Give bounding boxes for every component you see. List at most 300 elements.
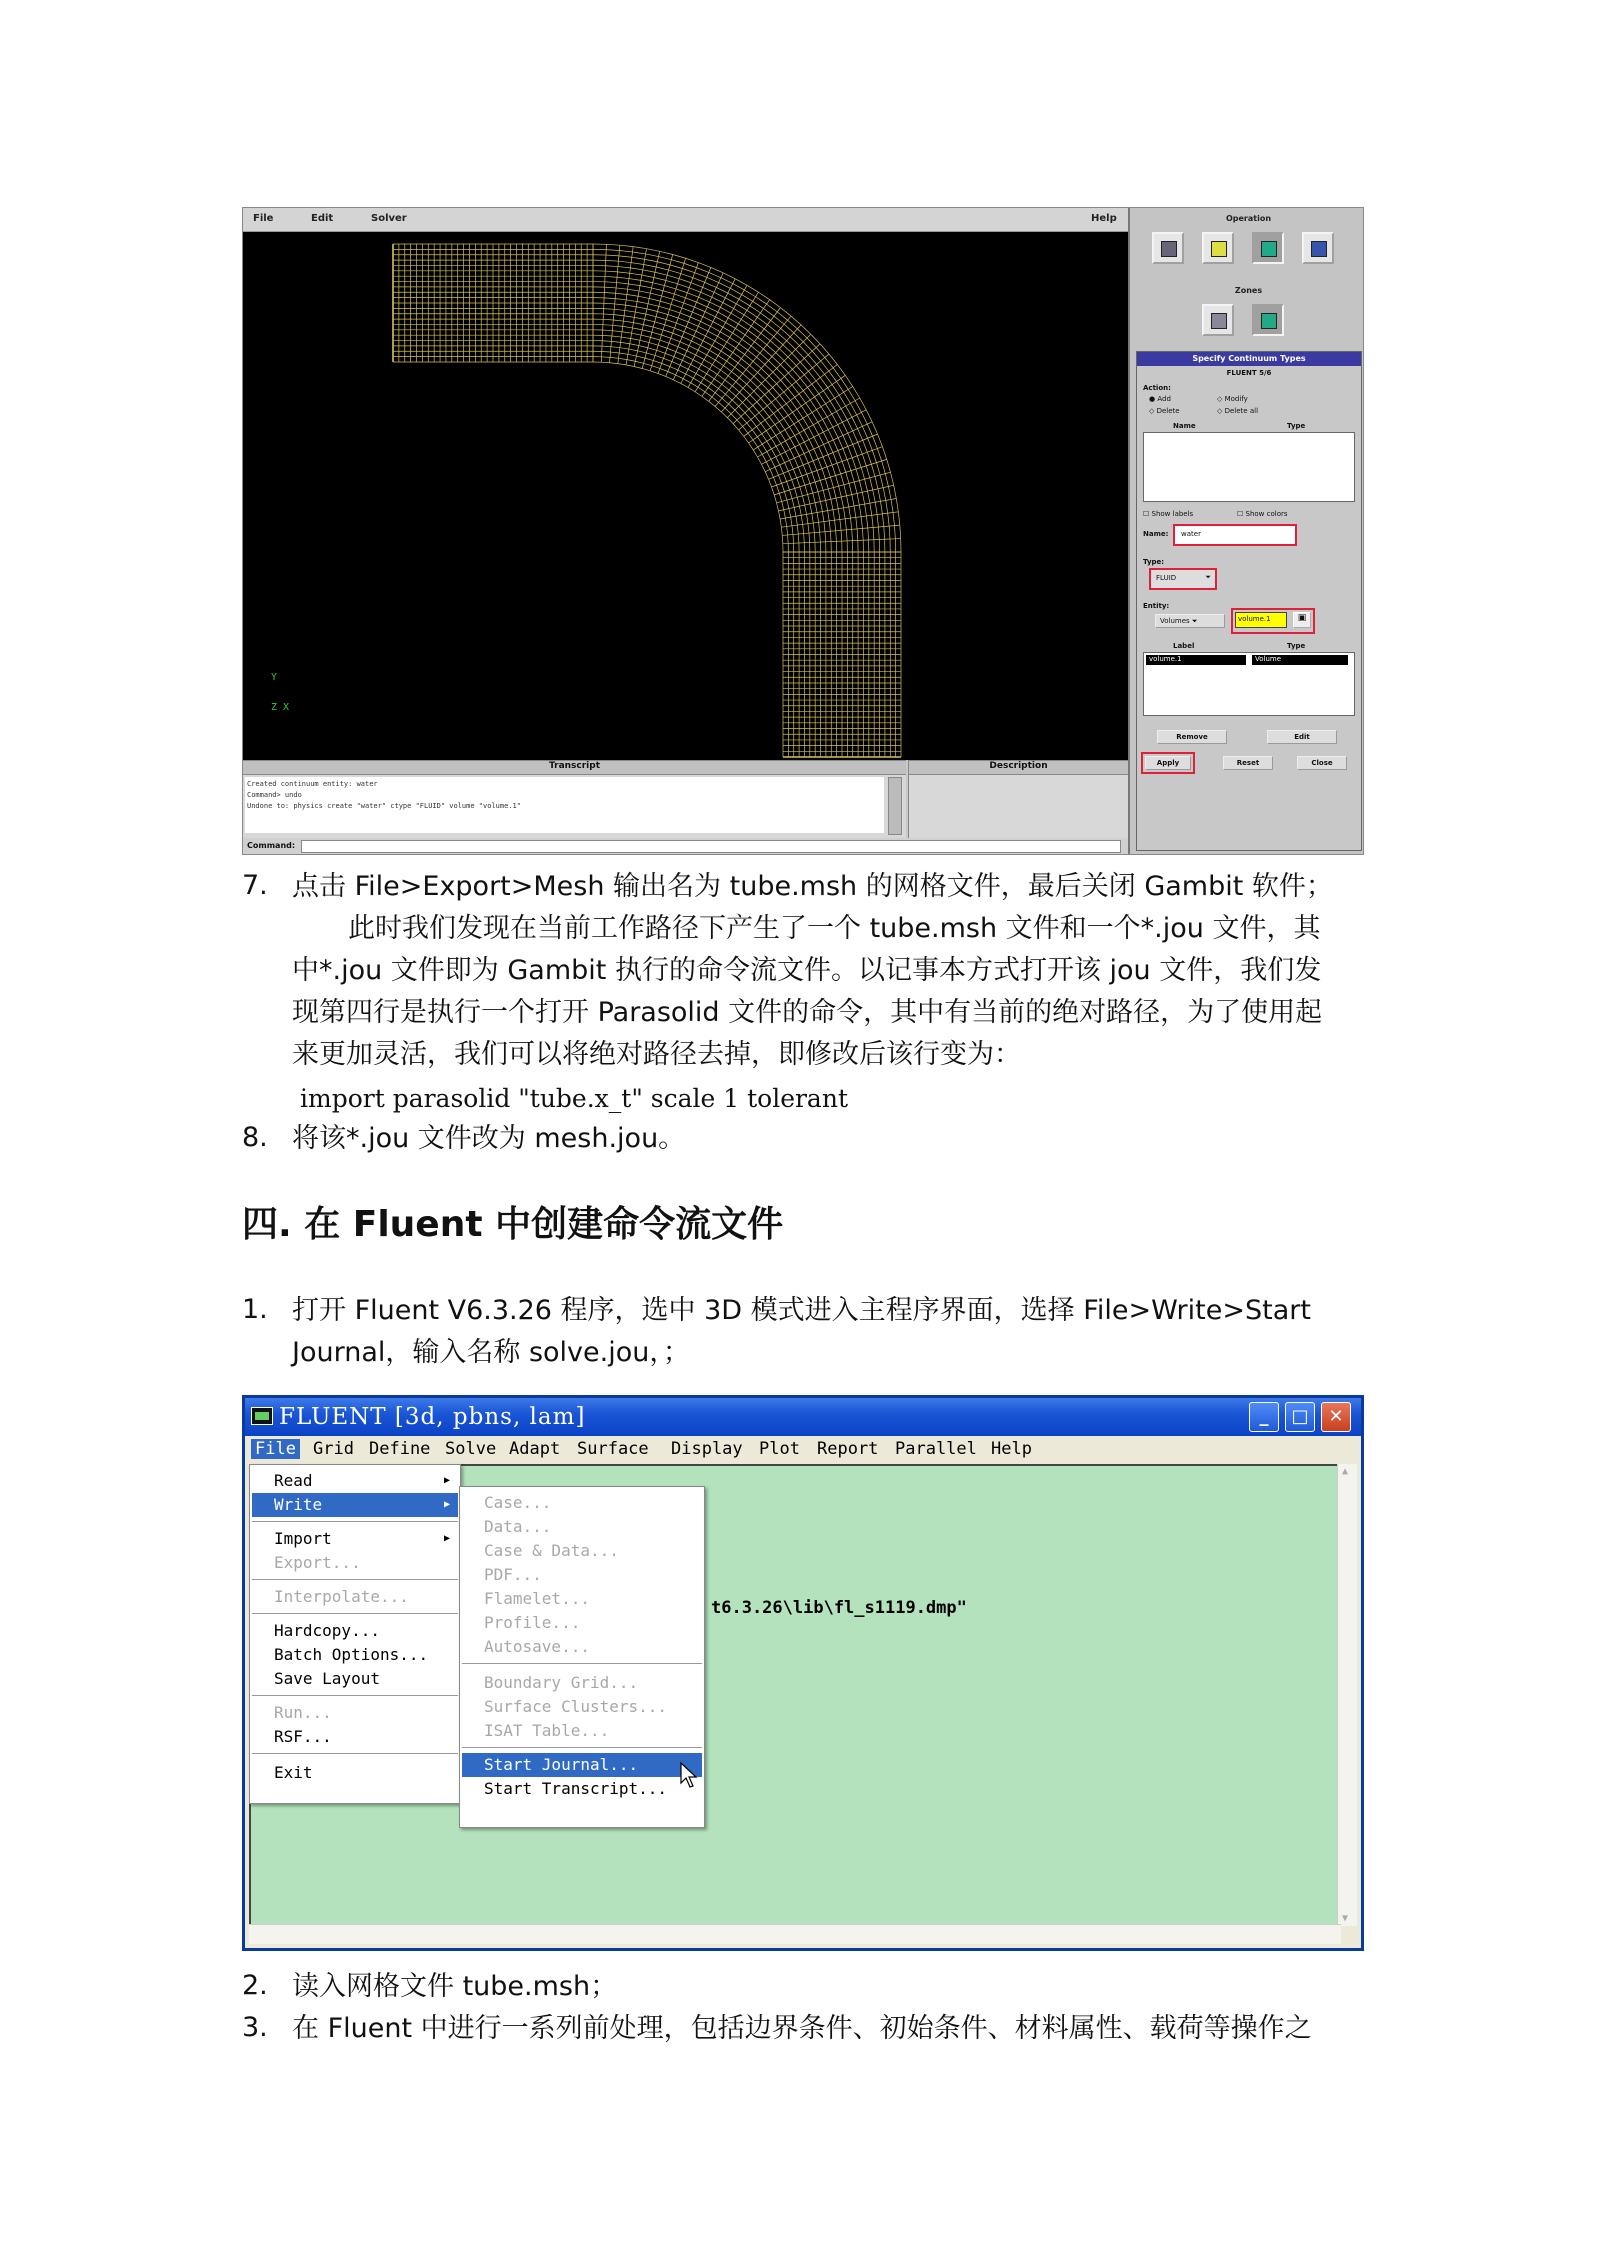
mesh-line bbox=[776, 436, 781, 444]
mesh-line bbox=[678, 370, 686, 374]
mesh-line bbox=[790, 438, 795, 447]
mesh-line bbox=[787, 526, 788, 534]
mesh-line bbox=[791, 517, 792, 526]
mesh-line bbox=[626, 300, 637, 302]
mesh-line bbox=[678, 284, 690, 288]
fluent-menubar bbox=[245, 1436, 1361, 1462]
menu-plot[interactable]: Plot bbox=[759, 1439, 800, 1459]
mesh-line bbox=[601, 362, 609, 363]
mesh-line bbox=[651, 337, 660, 340]
mesh-line bbox=[666, 320, 676, 323]
mesh-line bbox=[723, 327, 733, 333]
continuum-types-button[interactable] bbox=[1252, 304, 1284, 336]
menu-solve[interactable]: Solve bbox=[445, 1439, 497, 1459]
mesh-line bbox=[785, 441, 790, 449]
mesh-line bbox=[660, 301, 671, 304]
mesh-line bbox=[848, 389, 855, 400]
mesh-line bbox=[662, 363, 670, 366]
mesh-line bbox=[652, 332, 662, 335]
mesh-line bbox=[894, 526, 895, 539]
mesh-line bbox=[851, 471, 854, 482]
mesh-line bbox=[735, 279, 747, 285]
mesh-line bbox=[866, 466, 869, 478]
mesh-line bbox=[882, 461, 886, 474]
mesh-line bbox=[878, 527, 879, 539]
mesh-line bbox=[611, 347, 620, 348]
mesh-line bbox=[868, 528, 869, 540]
form-title: Specify Continuum Types bbox=[1137, 352, 1361, 366]
transcript-line: Command> undo bbox=[247, 791, 302, 799]
mesh-line bbox=[667, 275, 679, 278]
command-input[interactable] bbox=[301, 840, 1121, 853]
mesh-line bbox=[729, 404, 735, 410]
menu-grid[interactable]: Grid bbox=[313, 1439, 354, 1459]
mesh-line bbox=[745, 413, 751, 420]
menu-display[interactable]: Display bbox=[671, 1439, 743, 1459]
gambit-menu-help[interactable]: Help bbox=[1091, 213, 1117, 224]
mesh-line bbox=[838, 438, 843, 449]
gambit-menu-solver[interactable]: Solver bbox=[371, 213, 407, 224]
mesh-line bbox=[837, 381, 844, 392]
mesh-line bbox=[742, 295, 753, 302]
mesh-line bbox=[828, 388, 835, 398]
mesh-line bbox=[784, 361, 792, 370]
mesh-line bbox=[858, 442, 863, 454]
mesh-line bbox=[680, 365, 688, 369]
mesh-line bbox=[715, 341, 724, 347]
mesh-line bbox=[736, 382, 743, 388]
entity-row-label[interactable]: volume.1 bbox=[1146, 655, 1246, 665]
mesh-line bbox=[613, 325, 623, 326]
mesh-line bbox=[790, 460, 794, 469]
mesh-line bbox=[837, 463, 841, 474]
tools-button[interactable] bbox=[1302, 232, 1334, 264]
mesh-line bbox=[620, 348, 629, 349]
mesh-line bbox=[682, 308, 693, 312]
mesh-line bbox=[650, 371, 658, 374]
mesh-line bbox=[603, 330, 613, 331]
mesh-line bbox=[648, 348, 657, 351]
mesh-line bbox=[641, 280, 653, 282]
gambit-menu-file[interactable]: File bbox=[253, 213, 274, 224]
mesh-line bbox=[761, 333, 770, 341]
mesh-line bbox=[616, 293, 627, 294]
action-delete-all[interactable]: ◇ Delete all bbox=[1217, 407, 1259, 415]
mesh-line bbox=[619, 353, 628, 354]
mesh-line bbox=[873, 490, 875, 502]
apply-button[interactable]: Apply bbox=[1145, 756, 1191, 770]
mesh-line bbox=[688, 369, 696, 373]
mesh-line bbox=[682, 337, 691, 341]
command-label: Command: bbox=[247, 841, 296, 850]
mesh-line bbox=[744, 290, 755, 297]
menu-item-export: Export... bbox=[274, 1553, 361, 1572]
mesh-line bbox=[800, 487, 803, 496]
name-field[interactable] bbox=[1173, 524, 1297, 546]
type-value: FLUID bbox=[1156, 574, 1177, 582]
mesh-line bbox=[832, 414, 838, 425]
mesh-line bbox=[682, 268, 694, 272]
mesh-line bbox=[693, 278, 705, 283]
menu-item-start-transcript[interactable]: Start Transcript... bbox=[484, 1779, 668, 1798]
mesh-line bbox=[799, 346, 808, 355]
mesh-line bbox=[732, 371, 740, 377]
mesh-line bbox=[669, 343, 678, 347]
show-colors-checkbox[interactable]: ☐ Show colors bbox=[1237, 510, 1288, 518]
mesh-line bbox=[753, 301, 764, 308]
mesh-line bbox=[771, 428, 776, 436]
mesh-line bbox=[767, 441, 772, 449]
menu-item-case-data: Case & Data... bbox=[484, 1541, 619, 1560]
mesh-line bbox=[733, 352, 742, 358]
col-type2-header: Type bbox=[1287, 642, 1306, 650]
mesh-line bbox=[783, 345, 792, 353]
mesh-line bbox=[891, 499, 893, 512]
mesh-line bbox=[787, 482, 790, 491]
mesh-line bbox=[678, 347, 687, 351]
mesh-line bbox=[695, 273, 707, 278]
mesh-line bbox=[830, 401, 836, 411]
mesh-line bbox=[794, 507, 796, 516]
mesh-line bbox=[658, 345, 667, 348]
zones-table[interactable] bbox=[1143, 432, 1355, 502]
gambit-menu-edit[interactable]: Edit bbox=[311, 213, 334, 224]
mesh-icon bbox=[1211, 241, 1227, 257]
entity-table[interactable] bbox=[1143, 652, 1355, 716]
mesh-line bbox=[767, 406, 773, 414]
reset-button[interactable]: Reset bbox=[1223, 756, 1273, 770]
mesh-line bbox=[661, 335, 670, 338]
mesh-line bbox=[718, 336, 727, 342]
mesh-line bbox=[604, 298, 615, 299]
mesh-line bbox=[814, 533, 815, 543]
mesh-line bbox=[612, 331, 622, 332]
mesh-line bbox=[665, 353, 674, 356]
entity-dropdown[interactable]: Volumes ⏷ bbox=[1155, 614, 1225, 628]
entity-row-type[interactable]: Volume bbox=[1252, 655, 1348, 665]
zones-button[interactable] bbox=[1252, 232, 1284, 264]
menu-item-start-journal[interactable]: Start Journal... bbox=[462, 1753, 702, 1777]
action-delete[interactable]: ◇ Delete bbox=[1149, 407, 1180, 415]
mesh-line bbox=[788, 388, 795, 397]
mesh-line bbox=[611, 341, 620, 342]
mesh-line bbox=[765, 422, 872, 472]
mesh-line bbox=[657, 350, 666, 353]
mesh-line bbox=[784, 418, 790, 426]
mesh-line bbox=[731, 313, 741, 319]
mesh-line bbox=[809, 451, 813, 461]
mesh-line bbox=[877, 515, 878, 527]
mesh-line bbox=[837, 365, 845, 376]
mesh-line bbox=[859, 481, 862, 493]
mesh-line bbox=[764, 329, 774, 337]
continuum-icon bbox=[1261, 313, 1277, 329]
mesh-line bbox=[829, 521, 830, 531]
mesh-line bbox=[761, 398, 768, 405]
mesh-line bbox=[777, 503, 779, 511]
mesh-line bbox=[666, 280, 678, 283]
mesh-line bbox=[812, 384, 819, 394]
mesh-line bbox=[804, 358, 812, 367]
mesh-line bbox=[709, 350, 718, 355]
mesh-line bbox=[880, 475, 883, 488]
mesh-line bbox=[729, 390, 736, 396]
remove-button[interactable]: Remove bbox=[1157, 730, 1227, 744]
mesh-line bbox=[630, 273, 642, 275]
mesh-line bbox=[718, 312, 728, 318]
menu-item-case: Case... bbox=[484, 1493, 552, 1512]
mesh-line bbox=[774, 413, 780, 421]
mesh-line bbox=[848, 433, 853, 444]
mesh-line bbox=[771, 438, 776, 446]
mesh-line bbox=[839, 486, 842, 497]
mesh-line bbox=[773, 477, 776, 485]
action-add-label: Add bbox=[1157, 395, 1171, 403]
mesh-line bbox=[640, 340, 649, 342]
type-dropdown[interactable] bbox=[1149, 568, 1217, 590]
mesh-line bbox=[841, 530, 842, 541]
mesh-line bbox=[637, 302, 648, 304]
zones-icon bbox=[1261, 241, 1277, 257]
solver-label: FLUENT 5/6 bbox=[1226, 369, 1272, 377]
mesh-line bbox=[758, 447, 762, 454]
mesh-line bbox=[857, 529, 858, 541]
mesh-line bbox=[715, 406, 721, 411]
mesh-line bbox=[809, 440, 814, 450]
mesh-line bbox=[765, 420, 771, 428]
mesh-line bbox=[635, 361, 643, 363]
mesh-line bbox=[751, 420, 757, 427]
mesh-line bbox=[801, 406, 807, 415]
mesh-line bbox=[815, 397, 822, 407]
mesh-line bbox=[606, 255, 619, 256]
mesh-line bbox=[721, 351, 730, 357]
mesh-line bbox=[817, 410, 823, 420]
mesh-line bbox=[829, 354, 837, 364]
mesh-line bbox=[774, 495, 776, 503]
mesh-line bbox=[673, 333, 682, 337]
mesh-line bbox=[838, 425, 843, 436]
menu-file[interactable]: File bbox=[251, 1439, 300, 1459]
mesh-line bbox=[794, 458, 798, 467]
mesh-line bbox=[894, 485, 897, 498]
mesh-line bbox=[877, 463, 881, 475]
mesh-line bbox=[721, 412, 727, 418]
mesh-button[interactable] bbox=[1202, 232, 1234, 264]
transcript-scrollbar[interactable] bbox=[888, 777, 902, 835]
menu-help[interactable]: Help bbox=[991, 1439, 1032, 1459]
mesh-line bbox=[653, 361, 661, 364]
mesh-line bbox=[615, 299, 626, 300]
mesh-line bbox=[820, 378, 827, 388]
menu-item-save-layout[interactable]: Save Layout bbox=[274, 1669, 380, 1688]
mesh-line bbox=[842, 422, 847, 433]
mesh-line bbox=[823, 419, 829, 429]
mesh-line bbox=[753, 387, 853, 450]
mesh-line bbox=[834, 488, 837, 499]
mesh-line bbox=[862, 528, 863, 540]
show-labels-checkbox[interactable]: ☐ Show labels bbox=[1143, 510, 1194, 518]
mesh-line bbox=[638, 296, 649, 298]
mesh-line bbox=[833, 440, 838, 451]
mesh-line bbox=[850, 403, 856, 414]
mesh-line bbox=[857, 415, 863, 427]
mesh-line bbox=[847, 496, 849, 507]
mesh-line bbox=[792, 499, 794, 508]
mesh-line bbox=[758, 457, 762, 464]
mesh-line bbox=[825, 357, 833, 367]
mesh-line bbox=[640, 286, 652, 288]
mesh-line bbox=[628, 354, 637, 356]
mesh-line bbox=[739, 344, 748, 351]
mesh-line bbox=[686, 327, 696, 331]
mesh-line bbox=[833, 368, 841, 379]
menu-item-hardcopy[interactable]: Hardcopy... bbox=[274, 1621, 380, 1640]
action-add[interactable]: ● Add bbox=[1149, 395, 1171, 403]
menu-adapt[interactable]: Adapt bbox=[509, 1439, 561, 1459]
mesh-line bbox=[652, 366, 660, 369]
mesh-line bbox=[645, 319, 655, 321]
edit-button[interactable]: Edit bbox=[1267, 730, 1337, 744]
menu-item-rsf[interactable]: RSF... bbox=[274, 1727, 332, 1746]
mesh-line bbox=[769, 479, 772, 487]
mesh-line bbox=[743, 426, 748, 433]
mesh-line bbox=[610, 352, 619, 353]
entity-pick-button[interactable]: ▣ bbox=[1293, 612, 1311, 628]
mesh-line bbox=[745, 354, 753, 361]
mesh-line bbox=[831, 499, 833, 509]
menu-surface[interactable]: Surface bbox=[577, 1439, 649, 1459]
geometry-button[interactable] bbox=[1152, 232, 1184, 264]
operation-panel bbox=[1128, 208, 1364, 855]
mesh-line bbox=[837, 411, 843, 422]
graphics-viewport[interactable] bbox=[243, 232, 1128, 760]
mesh-line bbox=[827, 417, 833, 427]
mesh-line bbox=[811, 334, 820, 344]
menu-item-write[interactable] bbox=[252, 1493, 458, 1517]
transcript-text bbox=[245, 777, 884, 833]
col-label-header: Label bbox=[1173, 642, 1195, 650]
mesh-line bbox=[757, 357, 765, 364]
mesh-line bbox=[763, 409, 769, 417]
mesh-line bbox=[777, 384, 784, 392]
mesh-line bbox=[635, 312, 645, 314]
entity-pick-field[interactable] bbox=[1235, 612, 1287, 628]
mesh-line bbox=[769, 391, 776, 399]
mesh-line bbox=[777, 368, 785, 376]
mesh-line bbox=[788, 357, 796, 366]
mesh-line bbox=[843, 449, 847, 460]
mesh-line bbox=[776, 446, 780, 454]
mesh-line bbox=[696, 302, 707, 307]
mesh-line bbox=[781, 527, 782, 535]
minimize-button[interactable]: _ bbox=[1249, 1402, 1279, 1432]
mesh-line bbox=[633, 247, 646, 249]
mesh-line bbox=[664, 286, 676, 289]
menu-define[interactable]: Define bbox=[369, 1439, 431, 1459]
mesh-line bbox=[725, 408, 731, 414]
mesh-line bbox=[788, 535, 789, 544]
mesh-line bbox=[759, 413, 765, 420]
boundary-types-button[interactable] bbox=[1202, 304, 1234, 336]
section-heading: 四. 在 Fluent 中创建命令流文件 bbox=[242, 1204, 784, 1245]
mesh-line bbox=[670, 265, 682, 269]
mesh-line bbox=[719, 402, 725, 408]
mesh-line bbox=[684, 263, 697, 267]
mesh-line bbox=[646, 353, 655, 356]
mesh-line bbox=[634, 367, 642, 369]
mesh-line bbox=[626, 305, 637, 307]
console-vertical-scrollbar[interactable] bbox=[1337, 1464, 1357, 1926]
item-number: 2. bbox=[242, 1970, 268, 2001]
mesh-line bbox=[693, 378, 700, 383]
mesh-line bbox=[693, 360, 701, 365]
mesh-line bbox=[678, 318, 688, 322]
mesh-line bbox=[670, 367, 678, 371]
menu-item-exit[interactable]: Exit bbox=[274, 1763, 313, 1782]
mesh-line bbox=[623, 326, 633, 328]
mesh-line bbox=[802, 496, 804, 505]
menu-separator bbox=[252, 1695, 458, 1697]
mesh-line bbox=[835, 398, 841, 409]
mesh-line bbox=[804, 534, 805, 543]
mesh-line bbox=[896, 499, 898, 512]
item7-line2: 此时我们发现在当前工作路径下产生了一个 tube.msh 文件和一个*.jou 文件，其 bbox=[348, 913, 1321, 944]
mesh-line bbox=[844, 485, 847, 496]
mesh-line bbox=[711, 383, 718, 388]
console-horizontal-scrollbar[interactable] bbox=[249, 1924, 1341, 1944]
mesh-line bbox=[817, 471, 820, 481]
close-button[interactable]: Close bbox=[1297, 756, 1347, 770]
mesh-line bbox=[792, 480, 795, 489]
mesh-line bbox=[804, 454, 808, 463]
mesh-line bbox=[779, 421, 785, 429]
mesh-line bbox=[674, 294, 685, 298]
mesh-line bbox=[822, 469, 825, 479]
mesh-line bbox=[701, 345, 710, 350]
mesh-line bbox=[841, 474, 844, 485]
maximize-button[interactable]: □ bbox=[1285, 1402, 1315, 1432]
menu-item-batch-options[interactable]: Batch Options... bbox=[274, 1645, 429, 1664]
mesh-line bbox=[870, 478, 873, 490]
mesh-line bbox=[818, 492, 820, 502]
mesh-line bbox=[832, 385, 839, 396]
mesh-line bbox=[698, 387, 705, 392]
menu-report[interactable]: Report bbox=[817, 1439, 879, 1459]
mesh-line bbox=[801, 325, 811, 334]
mesh-line bbox=[634, 251, 660, 366]
menu-item-read[interactable] bbox=[252, 1469, 458, 1493]
action-modify[interactable]: ◇ Modify bbox=[1217, 395, 1248, 403]
mesh-line bbox=[703, 287, 714, 292]
fluent-titlebar[interactable] bbox=[245, 1398, 1361, 1436]
mesh-line bbox=[736, 304, 747, 310]
mesh-line bbox=[870, 503, 872, 515]
mesh-line bbox=[833, 510, 835, 521]
mesh-line bbox=[692, 312, 702, 317]
mesh-line bbox=[669, 309, 680, 313]
mesh-line bbox=[791, 400, 797, 409]
menu-parallel[interactable]: Parallel bbox=[895, 1439, 977, 1459]
mesh-line bbox=[776, 353, 785, 361]
mesh-line bbox=[619, 256, 632, 257]
mesh-line bbox=[771, 449, 775, 457]
close-window-button[interactable]: ✕ bbox=[1321, 1402, 1351, 1432]
menu-item-import[interactable] bbox=[252, 1527, 458, 1551]
mesh-line bbox=[796, 349, 805, 358]
mesh-line bbox=[814, 437, 819, 447]
entity-pick-value: volume.1 bbox=[1238, 615, 1271, 623]
